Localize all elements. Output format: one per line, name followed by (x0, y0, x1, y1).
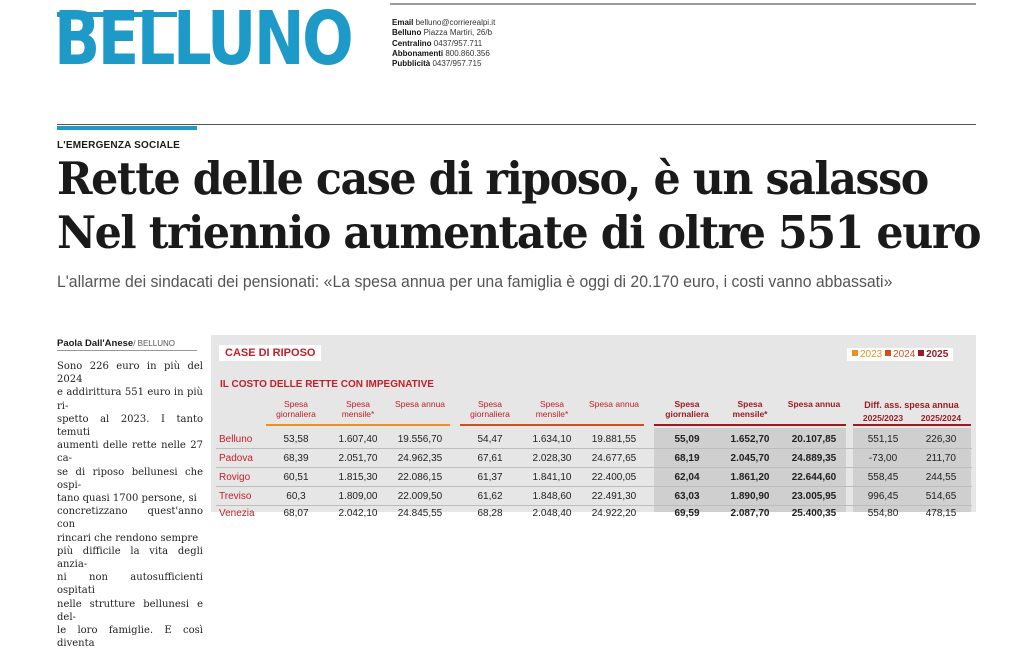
underline-2025 (654, 424, 846, 426)
underline-2024 (460, 424, 644, 426)
legend-item-2025: 2025 (918, 349, 948, 360)
table-cell: 1.815,30 (338, 472, 378, 483)
city-name: Venezia (219, 508, 255, 519)
header-2025-yearly: Spesa annua (787, 399, 841, 409)
body-line: più difficile la vita degli anzia- (57, 545, 203, 571)
table-cell: 20.107,85 (791, 434, 837, 445)
table-cell: 478,15 (925, 508, 957, 519)
table-cell: 22.491,30 (591, 491, 637, 502)
article-subtitle: L'allarme dei sindacati dei pensionati: «La spesa annua per una famiglia è oggi di 20.170 euro, i costi vanno abbassati» (57, 272, 893, 291)
article-headline (57, 152, 980, 260)
contact-address: Belluno Piazza Martiri, 26/b (392, 28, 493, 38)
header-2025-daily: Spesa giornaliera (665, 399, 709, 419)
table-cell: 1.607,40 (338, 434, 378, 445)
byline-location: / BELLUNO (133, 339, 175, 348)
table-cell: 67,61 (477, 453, 503, 464)
city-name: Padova (219, 453, 253, 464)
contact-advertising: Pubblicità 0437/957.715 (392, 59, 482, 69)
table-cell: 60,3 (286, 491, 306, 502)
table-cell: 55,09 (674, 434, 700, 445)
table-cell: 244,55 (925, 472, 957, 483)
header-diff-b: 2025/2024 (920, 413, 962, 423)
city-name: Belluno (219, 434, 253, 445)
table-cell: 68,19 (674, 453, 700, 464)
body-line: le loro famiglie. E così diventa (57, 625, 203, 650)
article-kicker: L'EMERGENZA SOCIALE (57, 140, 181, 151)
table-cell: 22.086,15 (397, 472, 443, 483)
contact-email: Email belluno@corrierealpi.it (392, 18, 496, 27)
table-cell: 1.809,00 (338, 491, 378, 502)
byline-rule (57, 350, 197, 351)
header-2024-monthly: Spesa mensile* (535, 399, 569, 419)
header-2023-yearly: Spesa annua (394, 399, 446, 409)
header-2025-monthly: Spesa mensile* (732, 399, 768, 419)
article-body (57, 360, 203, 650)
table-cell: 24.889,35 (791, 453, 837, 464)
table-cell: 1.861,20 (730, 472, 770, 483)
contact-block (392, 18, 495, 69)
contact-subscriptions: Abbonamenti 800.860.356 (392, 48, 490, 58)
body-line: Sono 226 euro in più del 2024 (57, 361, 203, 386)
city-name: Treviso (219, 491, 252, 502)
header-2023-daily: Spesa giornaliera (276, 399, 316, 419)
table-cell: 558,45 (867, 472, 899, 483)
table-cell: 554,80 (867, 508, 899, 519)
legend-item-2023: 2023 (852, 349, 882, 360)
body-line: se di riposo bellunesi che ospi- (57, 466, 203, 491)
table-cell: 19.556,70 (397, 434, 443, 445)
table-cell: 60,51 (283, 472, 309, 483)
body-line: nelle strutture bellunesi e del- (57, 598, 203, 623)
table-cell: 1.848,60 (532, 491, 572, 502)
body-line: concretizzano quest'anno con (57, 506, 203, 531)
table-cell: 54,47 (477, 434, 503, 445)
table-cell: 226,30 (925, 434, 957, 445)
table-cell: 61,37 (477, 472, 503, 483)
body-line: aumenti delle rette nelle 27 ca- (57, 440, 203, 465)
kicker-accent-bar (57, 126, 197, 130)
table-cell: 2.045,70 (730, 453, 770, 464)
header-2024-yearly: Spesa annua (588, 399, 640, 409)
legend-item-2024: 2024 (885, 349, 915, 360)
table-cell: 2.042,10 (338, 508, 378, 519)
table-cell: 23.005,95 (791, 491, 837, 502)
table-cell: 53,58 (283, 434, 309, 445)
table-cell: 1.652,70 (730, 434, 770, 445)
table-cell: 551,15 (867, 434, 899, 445)
infobox-title: CASE DI RIPOSO (219, 345, 321, 361)
table-cell: 1.841,10 (532, 472, 572, 483)
table-cell: 62,04 (674, 472, 700, 483)
body-line: rincari che rendono sempre (57, 532, 199, 544)
headline-line-2: Nel triennio aumentate di oltre 551 euro (57, 206, 981, 259)
table-cell: -73,00 (868, 453, 898, 464)
city-name: Rovigo (219, 472, 251, 483)
table-cell: 22.009,50 (397, 491, 443, 502)
infobox-subtitle: IL COSTO DELLE RETTE CON IMPEGNATIVE (220, 379, 434, 390)
masthead-title: BELLUNO (54, 0, 352, 82)
table-cell: 24.922,20 (591, 508, 637, 519)
table-cell: 22.644,60 (791, 472, 837, 483)
table-cell: 69,59 (674, 508, 700, 519)
section-rule (57, 124, 976, 125)
table-cell: 2.028,30 (532, 453, 572, 464)
underline-diff (853, 424, 971, 426)
table-cell: 24.845,55 (397, 508, 443, 519)
table-cell: 25.400,35 (791, 508, 837, 519)
table-cell: 68,39 (283, 453, 309, 464)
row-divider (216, 448, 972, 449)
table-cell: 1.634,10 (532, 434, 572, 445)
table-cell: 22.400,05 (591, 472, 637, 483)
article-byline (57, 338, 175, 349)
author-name: Paola Dall'Anese (57, 338, 134, 349)
body-line: spetto al 2023. I tanto temuti (57, 413, 203, 439)
table-cell: 1.890,90 (730, 491, 770, 502)
body-line: e addirittura 551 euro in più ri- (57, 387, 203, 412)
table-cell: 68,28 (477, 508, 503, 519)
table-cell: 61,62 (477, 491, 503, 502)
table-cell: 996,45 (867, 491, 899, 502)
body-line: ni non autosufficienti ospitati (57, 572, 203, 597)
row-divider (216, 486, 972, 487)
table-cell: 24.677,65 (591, 453, 637, 464)
body-line: tano quasi 1700 persone, si (57, 493, 197, 505)
table-cell: 68,07 (283, 508, 309, 519)
underline-2023 (266, 424, 450, 426)
year-legend (847, 348, 953, 361)
header-2024-daily: Spesa giornaliera (470, 399, 510, 419)
header-2023-monthly: Spesa mensile* (341, 399, 375, 419)
contact-switchboard: Centralino 0437/957.711 (392, 38, 483, 48)
table-cell: 2.048,40 (532, 508, 572, 519)
row-divider (216, 505, 972, 506)
table-cell: 514,65 (925, 491, 957, 502)
table-cell: 63,03 (674, 491, 700, 502)
table-cell: 211,70 (926, 453, 956, 464)
table-cell: 19.881,55 (591, 434, 637, 445)
header-diff-a: 2025/2023 (862, 413, 904, 423)
top-rule (390, 3, 976, 5)
row-divider (216, 467, 972, 468)
headline-line-1: Rette delle case di riposo, è un salasso (57, 152, 928, 205)
table-cell: 2.051,70 (338, 453, 378, 464)
table-cell: 24.962,35 (397, 453, 443, 464)
header-diff: Diff. ass. spesa annua (864, 400, 959, 410)
table-cell: 2.087,70 (730, 508, 770, 519)
